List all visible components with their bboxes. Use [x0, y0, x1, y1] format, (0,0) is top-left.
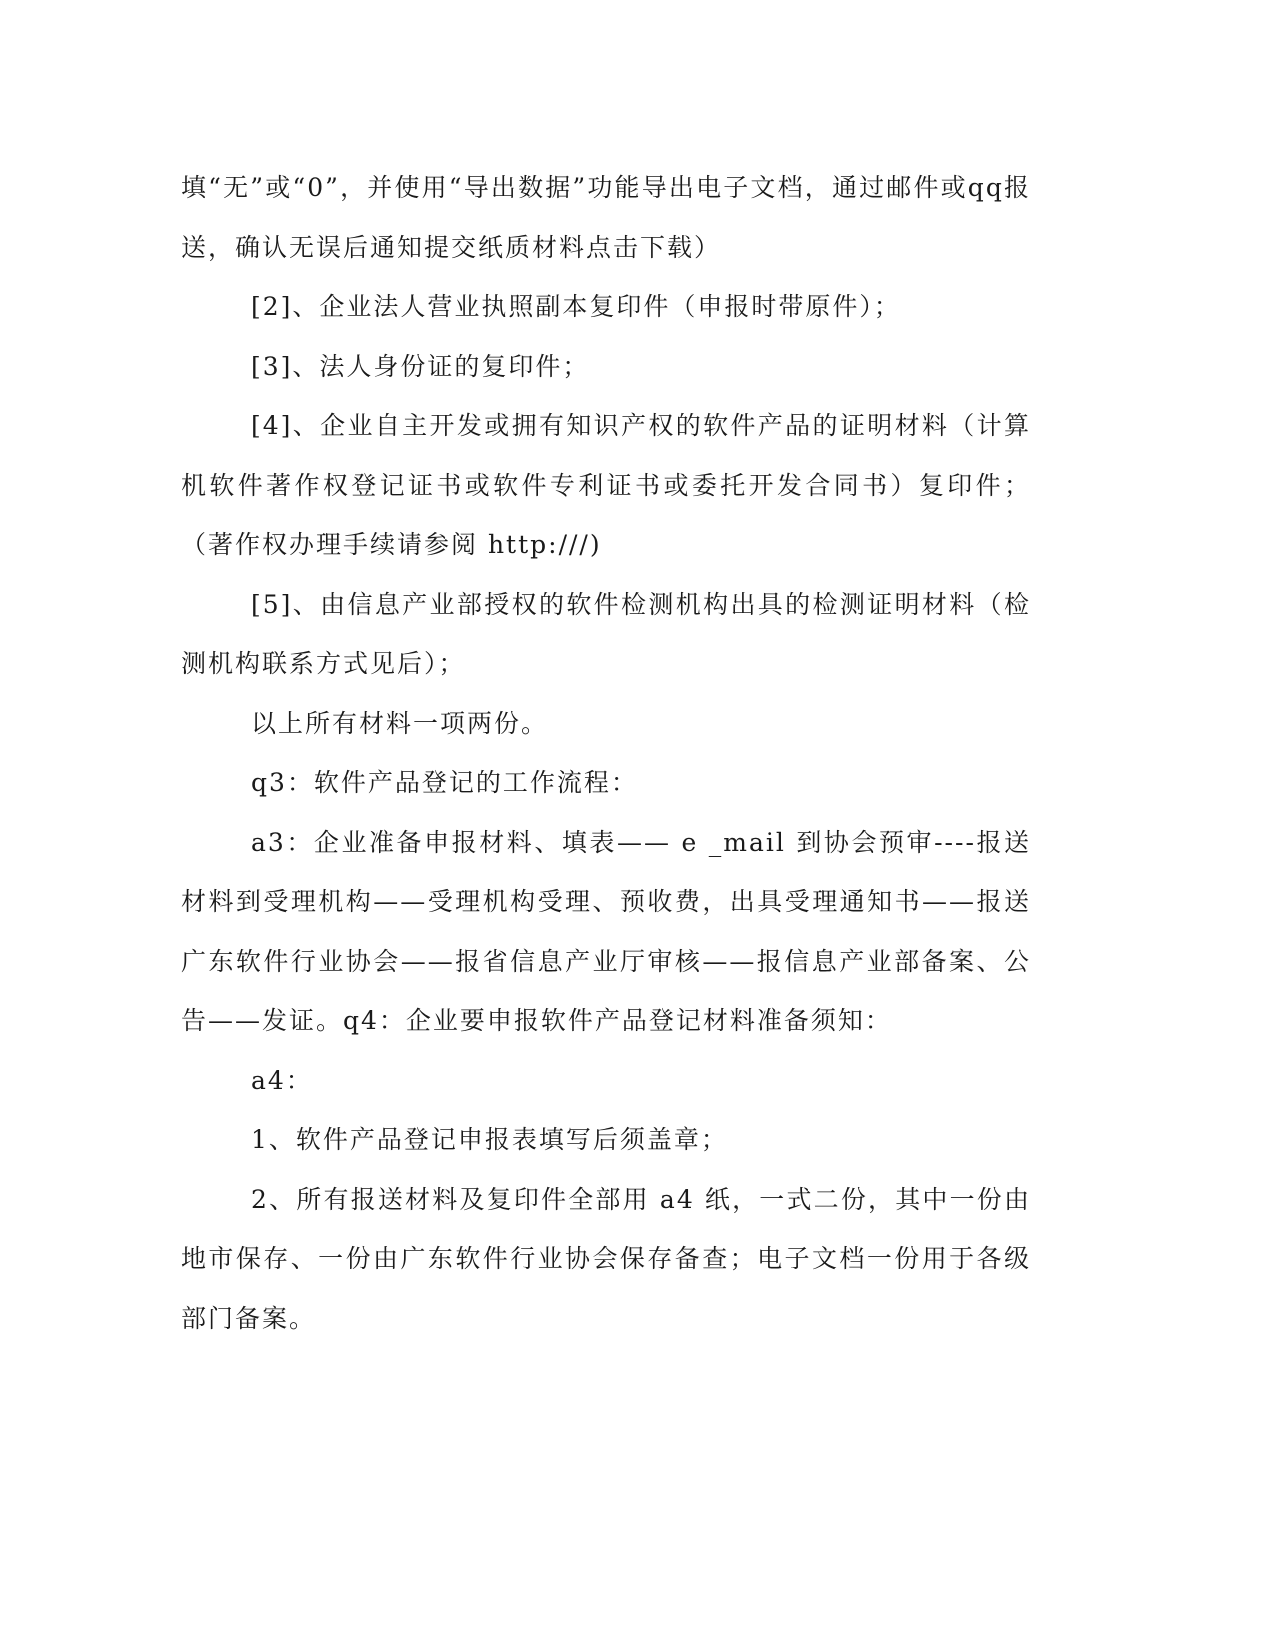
paragraph-item-3: [3]、法人身份证的复印件； — [251, 351, 590, 381]
paragraph-answer-4-label: a4： — [251, 1065, 313, 1095]
paragraph-copies-note: 以上所有材料一项两份。 — [251, 708, 549, 738]
paragraph-requirement-2: 2、所有报送材料及复印件全部用 a4 纸，一式二份，其中一份由地市保存、一份由广东软件行业协会保存备查；电子文档一份用于各级部门备案。 — [181, 1184, 1031, 1333]
paragraph-item-5: [5]、由信息产业部授权的软件检测机构出具的检测证明材料（检测机构联系方式见后）； — [181, 589, 1031, 678]
paragraph-requirement-1: 1、软件产品登记申报表填写后须盖章； — [251, 1125, 728, 1154]
paragraph-continuation: 填“无”或“0”，并使用“导出数据”功能导出电子文档，通过邮件或qq报送，确认无误后通知提交纸质材料点击下载） — [181, 173, 1031, 262]
paragraph-answer-3: a3：企业准备申报材料、填表—— e _mail 到协会预审----报送材料到受理机构——受理机构受理、预收费，出具受理通知书——报送广东软件行业协会——报省信息产业厅审核——报信息产业部备案、公告——发证。q4：企业要申报软件产品登记材料准备须知： — [181, 827, 1031, 1035]
document-body — [181, 158, 1031, 1348]
paragraph-question-3: q3：软件产品登记的工作流程： — [251, 768, 638, 797]
paragraph-item-2: [2]、企业法人营业执照副本复印件（申报时带原件）； — [251, 292, 901, 321]
paragraph-item-4: [4]、企业自主开发或拥有知识产权的软件产品的证明材料（计算机软件著作权登记证书或软件专利证书或委托开发合同书）复印件；（著作权办理手续请参阅 http:///) — [181, 411, 1031, 559]
